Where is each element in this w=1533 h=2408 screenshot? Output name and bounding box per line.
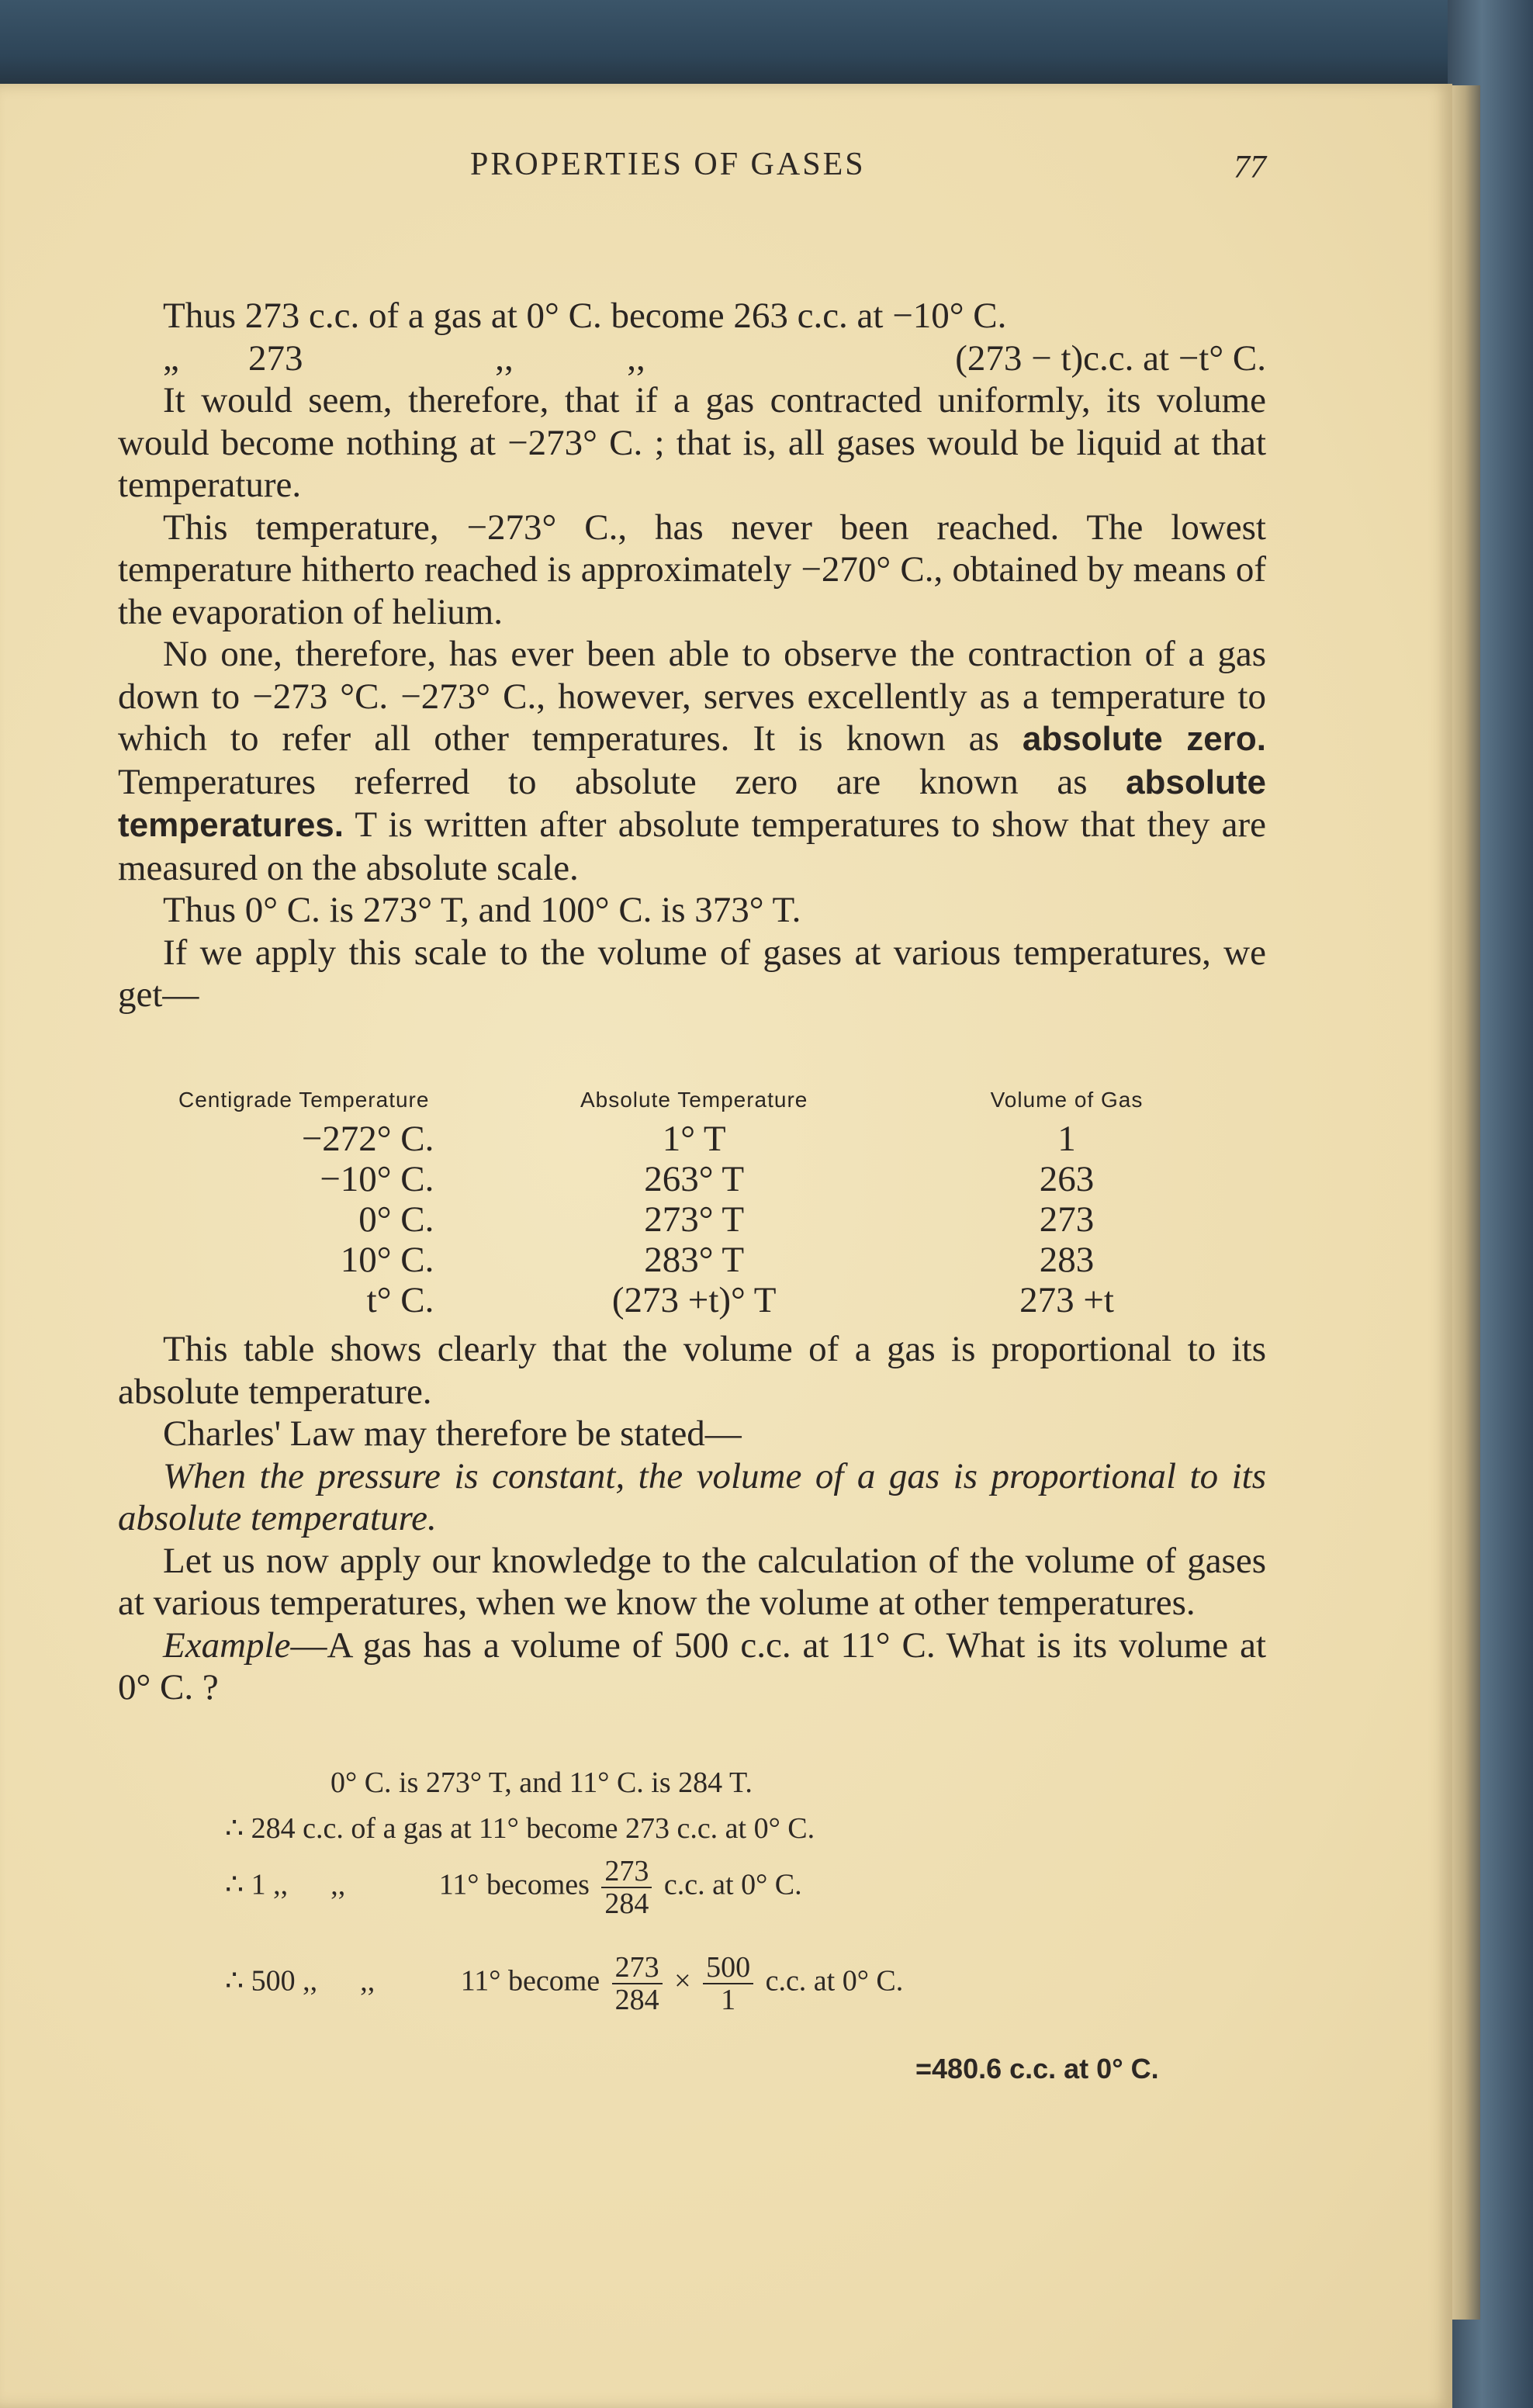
calc-line-3: [225, 1856, 802, 1919]
paragraph-1-line-1: Thus 273 c.c. of a gas at 0° C. become 263 c.c. at −10° C.: [163, 296, 1007, 336]
paragraph-8: Charles' Law may therefore be stated—: [163, 1413, 742, 1454]
table-cell: 273: [1039, 1199, 1095, 1240]
table-header-volume: Volume of Gas: [990, 1088, 1144, 1112]
term-absolute-zero: absolute zero.: [1022, 720, 1266, 758]
fraction: [703, 1952, 753, 2015]
calc-line-3-suffix: c.c. at 0° C.: [663, 1868, 802, 1901]
paragraph-1-line-2: [118, 337, 1266, 380]
paragraph-4-text-b: Temperatures referred to absolute zero are known as: [118, 761, 1126, 802]
table-cell: −272° C.: [301, 1119, 434, 1159]
calc-line-4-prefix: ∴ 500 ,,: [225, 1964, 318, 1998]
table-row: [124, 1280, 1241, 1320]
paragraph-3: This temperature, −273° C., has never been reached. The lowest temperature hitherto reached is approximately −270° C., obtained by means of the evaporation of helium.: [118, 507, 1266, 632]
calc-line-4-mid: 11° become: [460, 1964, 600, 1998]
ditto-mark: ,,: [360, 1964, 375, 1998]
paragraph-9: Let us now apply our knowledge to the calculation of the volume of gases at various temperatures, when we know the volume at other temperatures.: [118, 1540, 1266, 1623]
table-header-row: [124, 1085, 1241, 1119]
calc-line-4-suffix: c.c. at 0° C.: [765, 1964, 904, 1998]
table-header-centigrade: Centigrade Temperature: [178, 1088, 430, 1112]
paragraph-4-text-a: No one, therefore, has ever been able to observe the contraction of a gas down to −273 °C. −273° C., however, serves excellently as a temperature to which to refer all other temperatures. It is known as: [118, 634, 1266, 759]
table-header-absolute: Absolute Temperature: [580, 1088, 808, 1112]
times-sign: ×: [674, 1964, 691, 1998]
table-cell: (273 +t)° T: [611, 1280, 777, 1320]
charles-law-statement: When the pressure is constant, the volume of a gas is proportional to its absolute temperature.: [118, 1455, 1266, 1538]
page-header: [0, 146, 1452, 200]
term-absolute-temperatures: absolute temperatures.: [118, 763, 1266, 844]
page-number: 77: [1234, 150, 1266, 185]
paragraph-2: It would seem, therefore, that if a gas contracted uniformly, its volume would become nothing at −273° C. ; that is, all gases would be liquid at that temperature.: [118, 380, 1266, 505]
calc-result: =480.6 c.c. at 0° C.: [915, 2053, 1159, 2085]
table-cell: −10° C.: [320, 1159, 434, 1199]
body-text-upper: [118, 295, 1266, 1016]
fraction-numerator: 273: [601, 1856, 652, 1888]
ditto-expression: (273 − t)c.c. at −t° C.: [955, 337, 1266, 379]
table-row: [124, 1199, 1241, 1240]
page-edge: [1449, 85, 1480, 2320]
table-cell: 283° T: [644, 1240, 745, 1280]
body-text-lower: [118, 1328, 1266, 1709]
table-cell: 10° C.: [340, 1240, 434, 1280]
ditto-mark: „: [163, 337, 179, 379]
table-cell: t° C.: [366, 1280, 434, 1320]
running-head: PROPERTIES OF GASES: [470, 147, 866, 182]
table-cell: 283: [1039, 1240, 1095, 1280]
table-cell: 273 +t: [1019, 1280, 1114, 1320]
table-cell: 1° T: [662, 1119, 726, 1159]
fraction-numerator: 500: [703, 1952, 753, 1984]
ditto-mark: ,,: [330, 1868, 346, 1901]
example-label: Example: [163, 1624, 291, 1666]
ditto-mark: ,,: [495, 337, 514, 379]
calc-line-3-mid: 11° becomes: [438, 1868, 590, 1901]
temperature-table: [124, 1085, 1241, 1320]
calc-line-3-prefix: ∴ 1 ,,: [225, 1868, 289, 1901]
table-cell: 273° T: [644, 1199, 745, 1240]
paragraph-7: This table shows clearly that the volume of a gas is proportional to its absolute temperature.: [118, 1329, 1266, 1412]
table-cell: 263° T: [644, 1159, 745, 1199]
paragraph-6: If we apply this scale to the volume of gases at various temperatures, we get—: [118, 932, 1266, 1015]
example-text: —A gas has a volume of 500 c.c. at 11° C. What is its volume at 0° C. ?: [118, 1624, 1266, 1707]
table-row: [124, 1119, 1241, 1159]
book-cover-top: [0, 0, 1533, 93]
ditto-mark: ,,: [627, 337, 645, 379]
example-paragraph: [118, 1624, 1266, 1709]
fraction-denominator: 284: [614, 1984, 659, 2016]
table-cell: 1: [1057, 1119, 1076, 1159]
table-row: [124, 1159, 1241, 1199]
table-row: [124, 1240, 1241, 1280]
calc-line-1: 0° C. is 273° T, and 11° C. is 284 T.: [330, 1766, 753, 1799]
fraction-denominator: 284: [604, 1887, 649, 1920]
paragraph-5: Thus 0° C. is 273° T, and 100° C. is 373° T.: [163, 890, 801, 930]
ditto-number: 273: [248, 337, 303, 379]
fraction-numerator: 273: [612, 1952, 663, 1984]
paragraph-4-text-c: T is written after absolute temperatures to show that they are measured on the absolute scale.: [118, 804, 1266, 888]
table-cell: 263: [1039, 1159, 1095, 1199]
fraction: [601, 1856, 652, 1919]
calc-line-4: [225, 1952, 903, 2015]
calc-line-2: ∴ 284 c.c. of a gas at 11° become 273 c.c. at 0° C.: [225, 1812, 815, 1845]
fraction-denominator: 1: [721, 1984, 736, 2016]
fraction: [612, 1952, 663, 2015]
table-cell: 0° C.: [358, 1199, 434, 1240]
paragraph-4: [118, 633, 1266, 889]
